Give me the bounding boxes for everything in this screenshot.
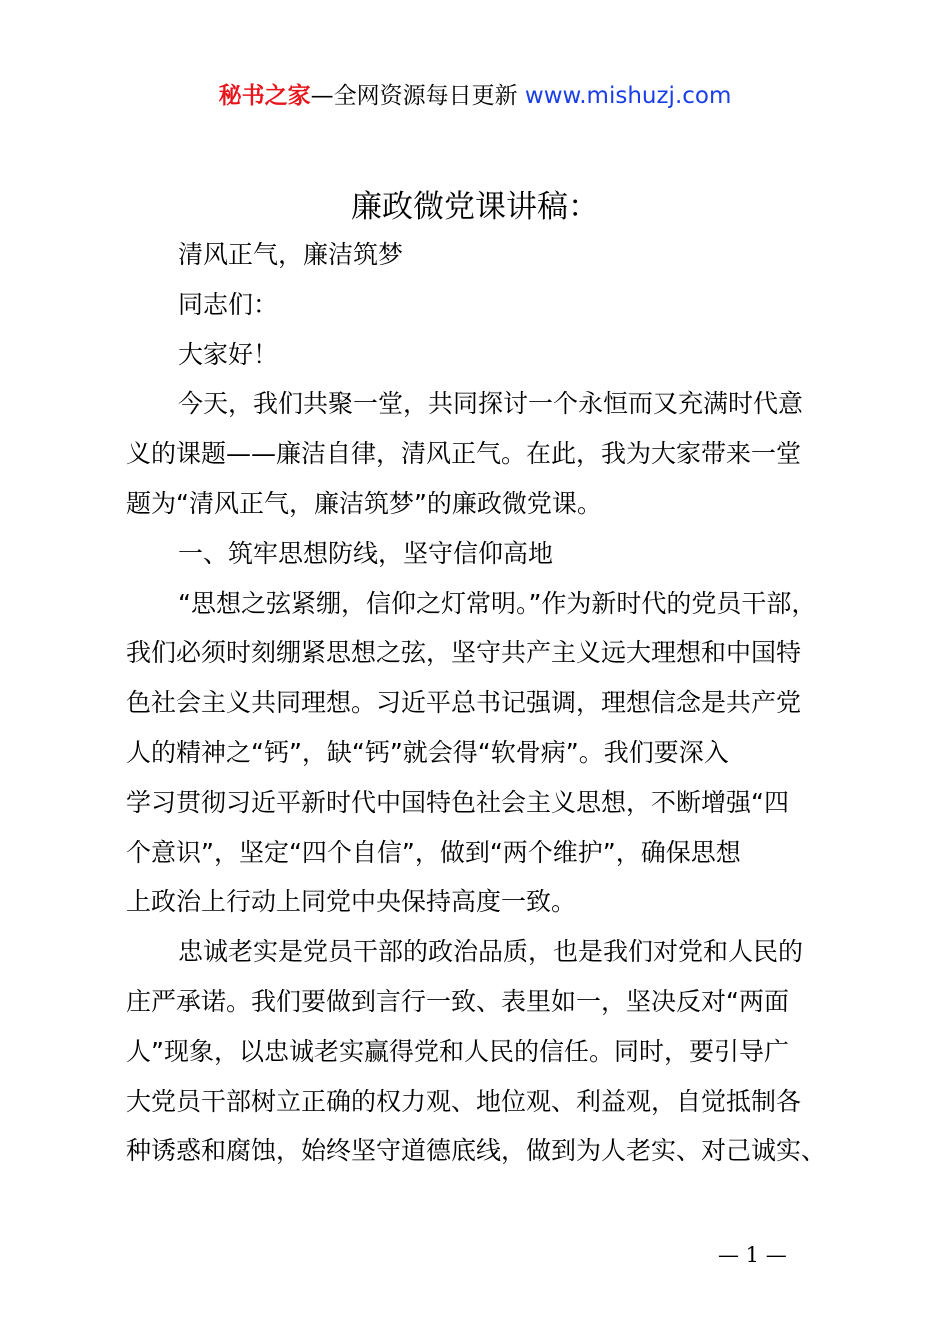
body-line: 忠诚老实是党员干部的政治品质，也是我们对党和人民的 [178,937,804,967]
site-slogan: —全网资源每日更新 [310,83,518,109]
body-line: 我们必须时刻绷紧思想之弦，坚守共产主义远大理想和中国特 [126,638,802,668]
body-line: 义的课题——廉洁自律，清风正气。在此，我为大家带来一堂 [126,439,802,469]
body-line: 个意识”，坚定“四个自信”，做到“两个维护”，确保思想 [126,837,741,867]
body-line: 上政治上行动上同党中央保持高度一致。 [126,887,577,917]
page-number: — 1 — [718,1243,787,1267]
section-heading: 一、筑牢思想防线，坚守信仰高地 [178,538,554,568]
site-header [0,80,950,112]
body-line: 种诱惑和腐蚀，始终坚守道德底线，做到为人老实、对己诚实、 [126,1136,827,1166]
site-url-link[interactable]: www.mishuzj.com [524,83,732,109]
body-line: 庄严承诺。我们要做到言行一致、表里如一，坚决反对“两面 [126,986,789,1016]
body-line: 题为“清风正气，廉洁筑梦”的廉政微党课。 [126,488,602,518]
site-brand: 秘书之家 [218,83,311,109]
document-body [126,230,834,1176]
body-line: 大党员干部树立正确的权力观、地位观、利益观，自觉抵制各 [126,1086,802,1116]
subtitle-line: 清风正气，廉洁筑梦 [178,240,404,269]
body-line: “思想之弦紧绷，信仰之灯常明。”作为新时代的党员干部， [178,588,817,618]
body-line: 人”现象，以忠诚老实赢得党和人民的信任。同时，要引导广 [126,1036,789,1066]
body-line: 色社会主义共同理想。习近平总书记强调，理想信念是共产党 [126,688,802,718]
document-title: 廉政微党课讲稿： [351,189,599,225]
body-line: 今天，我们共聚一堂，共同探讨一个永恒而又充满时代意 [178,389,804,419]
body-line: 人的精神之“钙”，缺“钙”就会得“软骨病”。我们要深入 [126,737,729,767]
greeting-line: 大家好！ [178,339,279,369]
salutation-line: 同志们： [178,289,279,319]
body-line: 学习贯彻习近平新时代中国特色社会主义思想，不断增强“四 [126,787,789,817]
